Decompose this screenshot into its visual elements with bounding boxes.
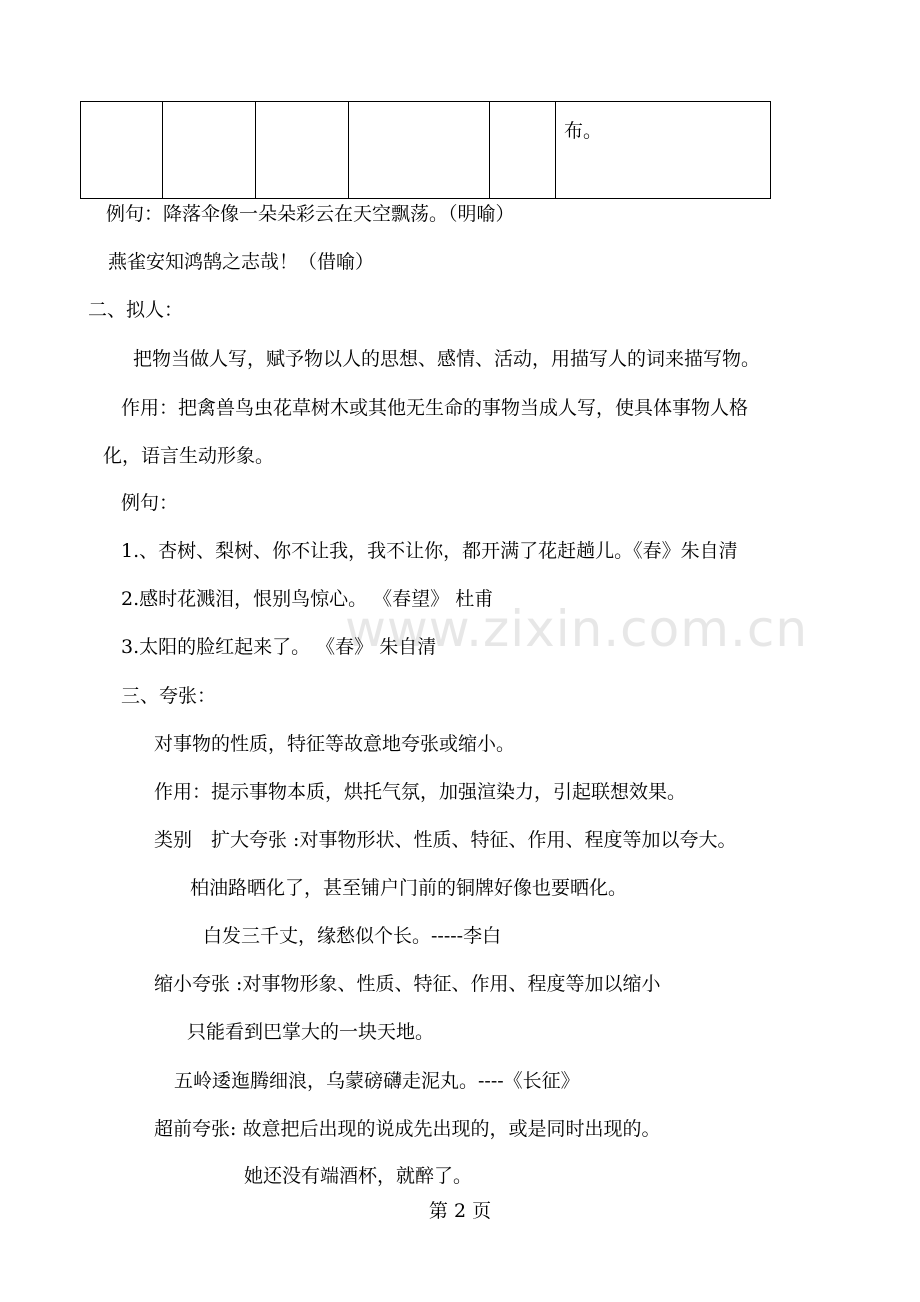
- hyperbole-category-advance: 超前夸张: 故意把后出现的说成先出现的，或是同时出现的。: [154, 1118, 661, 1140]
- top-table: [80, 101, 771, 199]
- hyperbole-category-shrink: 缩小夸张 :对事物形象、性质、特征、作用、程度等加以缩小: [154, 973, 661, 995]
- advance-example-1: 她还没有端酒杯，就醉了。: [244, 1165, 473, 1187]
- table-row: [81, 102, 771, 199]
- watermark: www.zixin.com.cn: [345, 600, 809, 658]
- example-2: 2.感时花溅泪，恨别鸟惊心。 《春望》 杜甫: [121, 588, 494, 610]
- enlarge-example-1: 柏油路晒化了，甚至铺户门前的铜牌好像也要晒化。: [190, 877, 628, 899]
- page-number: 第 2 页: [428, 1200, 492, 1222]
- shrink-example-2: 五岭逶迤腾细浪，乌蒙磅礴走泥丸。----《长征》: [174, 1070, 580, 1092]
- table-cell: [163, 102, 256, 199]
- examples-label: 例句：: [121, 492, 179, 514]
- table-cell: [256, 102, 349, 199]
- personification-effect-cont: 化，语言生动形象。: [103, 445, 275, 467]
- personification-effect: 作用：把禽兽鸟虫花草树木或其他无生命的事物当成人写，使具体事物人格: [121, 397, 749, 419]
- hyperbole-category-enlarge: 类别 扩大夸张 :对事物形状、性质、特征、作用、程度等加以夸大。: [154, 829, 737, 851]
- shrink-example-1: 只能看到巴掌大的一块天地。: [187, 1021, 435, 1043]
- section-heading-personification: 二、拟人：: [88, 299, 184, 321]
- table-cell: [490, 102, 556, 199]
- section-heading-hyperbole: 三、夸张：: [121, 685, 217, 707]
- hyperbole-effect: 作用：提示事物本质，烘托气氛，加强渲染力，引起联想效果。: [154, 781, 687, 803]
- hyperbole-definition: 对事物的性质，特征等故意地夸张或缩小。: [154, 733, 516, 755]
- example-3: 3.太阳的脸红起来了。 《春》 朱自清: [121, 636, 437, 658]
- table-cell: [349, 102, 490, 199]
- table-cell: [81, 102, 163, 199]
- table-cell: 布。: [556, 102, 771, 199]
- enlarge-example-2: 白发三千丈，缘愁似个长。-----李白: [203, 925, 502, 947]
- personification-definition: 把物当做人写，赋予物以人的思想、感情、活动，用描写人的词来描写物。: [133, 348, 761, 370]
- example-1: 1.、杏树、梨树、你不让我，我不让你，都开满了花赶趟儿。《春》朱自清: [121, 540, 738, 562]
- example-metaphor: 例句：降落伞像一朵朵彩云在天空飘荡。（明喻）: [106, 203, 515, 225]
- example-borrowed-metaphor: 燕雀安知鸿鹄之志哉！（借喻）: [108, 251, 375, 273]
